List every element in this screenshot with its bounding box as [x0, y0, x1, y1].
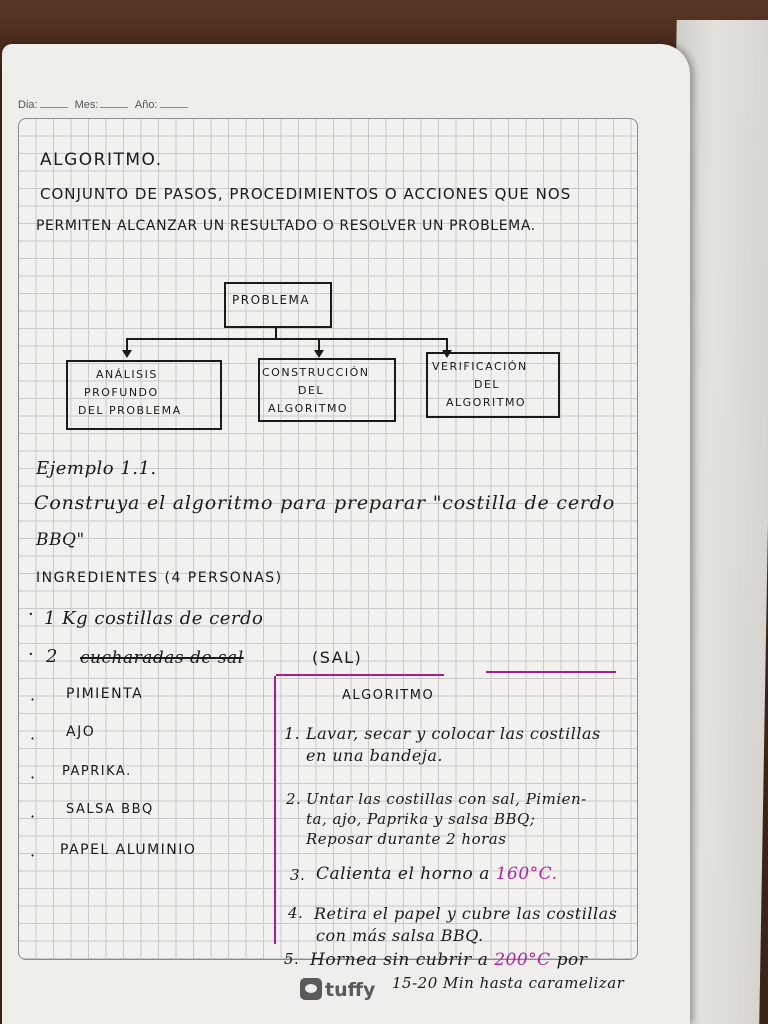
brand-logo: [300, 978, 375, 1001]
step-3-temperature: 160°C.: [495, 864, 558, 884]
step-1-line-1: Lavar, secar y colocar las costillas: [306, 724, 601, 743]
definition-title: ALGORITMO.: [40, 150, 163, 170]
arrow-down-icon: [314, 350, 324, 358]
diagram-connector: [275, 326, 277, 338]
ingredient-sal-struck: cucharadas de sal: [80, 648, 244, 668]
step-3-num: 3.: [290, 866, 306, 884]
step-5-num: 5.: [284, 950, 300, 968]
ingredient-costillas: 1 Kg costillas de cerdo: [44, 608, 264, 629]
date-header: [18, 99, 192, 111]
step-3-text: Calienta el horno a: [316, 864, 496, 884]
step-3-line-1: [316, 864, 558, 884]
definition-line-2: PERMITEN ALCANZAR UN RESULTADO O RESOLVER UN PROBLEMA.: [36, 218, 536, 234]
construction-line-1: CONSTRUCCIÓN: [262, 366, 370, 379]
example-title: Ejemplo 1.1.: [36, 458, 157, 479]
algorithm-top-line-left: [276, 674, 444, 676]
analysis-line-3: DEL PROBLEMA: [78, 404, 182, 417]
step-5-temperature: 200°C: [494, 950, 551, 970]
step-4-num: 4.: [288, 904, 304, 922]
step-2-num: 2.: [286, 790, 302, 808]
ingredient-pimienta: PIMIENTA: [66, 686, 144, 702]
algorithm-top-line-right: [486, 671, 616, 673]
ingredient-ajo: AJO: [66, 724, 96, 740]
construction-line-3: ALGORITMO: [268, 402, 349, 415]
step-1-line-2: en una bandeja.: [306, 746, 443, 765]
step-5-text-end: por: [550, 950, 588, 970]
ingredient-salsa-bbq: SALSA BBQ: [66, 802, 154, 817]
construction-line-2: DEL: [298, 384, 325, 397]
brand-name: tuffy: [325, 979, 376, 1001]
definition-line-1: CONJUNTO DE PASOS, PROCEDIMIENTOS O ACCIONES QUE NOS: [40, 185, 572, 203]
ingredients-heading: INGREDIENTES (4 PERSONAS): [36, 570, 283, 586]
algorithm-divider: [274, 676, 276, 944]
step-5-line-2: 15-20 Min hasta caramelizar: [392, 974, 625, 992]
left-bullets: · · · · ·: [30, 690, 36, 865]
ingredient-sal-label: (SAL): [312, 648, 363, 667]
step-2-line-3: Reposar durante 2 horas: [306, 830, 507, 848]
ingredient-bullet: ·: [28, 604, 35, 625]
ingredient-paprika: PAPRIKA.: [62, 764, 132, 779]
mes-label: Mes:: [74, 99, 99, 111]
example-line-1: Construya el algoritmo para preparar "costilla de cerdo: [34, 492, 615, 514]
step-5-line-1: [310, 950, 587, 970]
ingredient-bullet: ·: [28, 644, 35, 665]
tuffy-logo-icon: [300, 978, 322, 1000]
step-4-line-2: con más salsa BBQ.: [316, 926, 484, 945]
step-2-line-2: ta, ajo, Paprika y salsa BBQ;: [306, 810, 536, 828]
analysis-line-2: PROFUNDO: [84, 386, 159, 399]
algorithm-heading: ALGORITMO: [342, 688, 435, 703]
example-line-2: BBQ": [36, 530, 85, 550]
ingredient-papel: PAPEL ALUMINIO: [60, 842, 197, 858]
ano-label: Año:: [134, 99, 158, 111]
arrow-down-icon: [122, 350, 132, 358]
problem-label: PROBLEMA: [232, 293, 311, 307]
diagram-branch-line: [126, 338, 448, 340]
step-5-text: Hornea sin cubrir a: [310, 950, 495, 970]
step-4-line-1: Retira el papel y cubre las costillas: [314, 904, 618, 923]
verification-line-2: DEL: [474, 378, 501, 391]
step-2-line-1: Untar las costillas con sal, Pimien-: [306, 790, 587, 808]
verification-line-3: ALGORITMO: [446, 396, 527, 409]
dia-label: Dia:: [18, 99, 38, 111]
verification-line-1: VERIFICACIÓN: [432, 360, 528, 373]
ingredient-sal-amount: 2: [46, 646, 58, 667]
analysis-line-1: ANÁLISIS: [96, 368, 158, 381]
step-1-num: 1.: [284, 724, 301, 743]
